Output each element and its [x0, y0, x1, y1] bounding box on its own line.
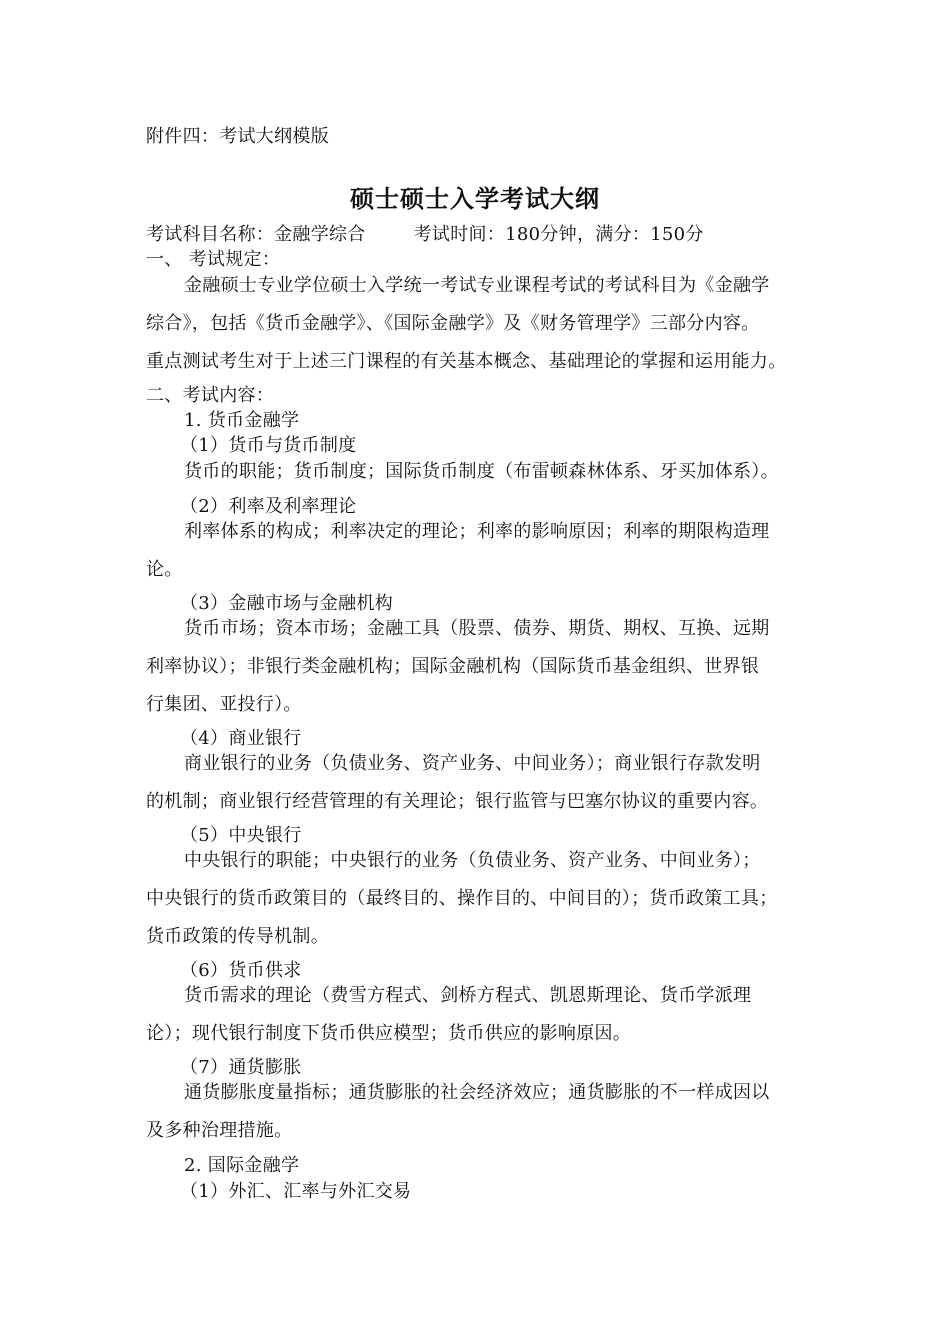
item-heading: （7）通货膨胀: [180, 1057, 302, 1078]
item-body-line: 中央银行的货币政策目的（最终目的、操作目的、中间目的）；货币政策工具；: [146, 888, 778, 909]
item-body-line: 行集团、亚投行）。: [146, 694, 302, 715]
item-body-line: 商业银行的业务（负债业务、资产业务、中间业务）；商业银行存款发明: [184, 753, 761, 774]
section-1-paragraph-line: 重点测试考生对于上述三门课程的有关基本概念、基础理论的掌握和运用能力。: [146, 351, 787, 372]
item-body-line: 中央银行的职能；中央银行的业务（负债业务、资产业务、中间业务）；: [184, 850, 761, 871]
item-heading: （4）商业银行: [180, 728, 302, 749]
item-body-line: 货币的职能；货币制度；国际货币制度（布雷顿森林体系、牙买加体系）。: [184, 461, 779, 482]
section-1-paragraph-line: 金融硕士专业学位硕士入学统一考试专业课程考试的考试科目为《金融学: [184, 275, 770, 296]
item-body-line: 货币需求的理论（费雪方程式、剑桥方程式、凯恩斯理论、货币学派理: [184, 985, 752, 1006]
item-heading: （1）外汇、汇率与外汇交易: [180, 1181, 412, 1202]
document-title: 硕士硕士入学考试大纲: [350, 185, 600, 213]
section-1-paragraph-line: 综合》，包括《货币金融学》、《国际金融学》及《财务管理学》三部分内容。: [146, 313, 760, 334]
item-heading: （3）金融市场与金融机构: [180, 593, 394, 614]
exam-subject: 考试科目名称：金融学综合: [146, 224, 366, 245]
item-heading: （6）货币供求: [180, 960, 302, 981]
part-1-heading: 1. 货币金融学: [184, 410, 300, 431]
item-heading: （1）货币与货币制度: [180, 435, 357, 456]
item-body-line: 的机制；商业银行经营管理的有关理论；银行监管与巴塞尔协议的重要内容。: [146, 791, 769, 812]
attachment-label: 附件四：考试大纲模版: [146, 126, 329, 147]
item-body-line: 及多种治理措施。: [146, 1120, 293, 1141]
item-body-line: 货币市场；资本市场；金融工具（股票、债券、期货、期权、互换、远期: [184, 618, 770, 639]
item-heading: （2）利率及利率理论: [180, 496, 357, 517]
exam-time-score: 考试时间：180分钟，满分：150分: [413, 224, 704, 245]
section-2-heading: 二、考试内容：: [146, 385, 275, 406]
item-body-line: 利率体系的构成；利率决定的理论；利率的影响原因；利率的期限构造理: [184, 521, 770, 542]
item-heading: （5）中央银行: [180, 825, 302, 846]
exam-info-line: [146, 223, 704, 247]
item-body-line: 论。: [146, 559, 183, 580]
item-body-line: 利率协议）；非银行类金融机构；国际金融机构（国际货币基金组织、世界银: [146, 656, 760, 677]
item-body-line: 货币政策的传导机制。: [146, 926, 329, 947]
part-2-heading: 2. 国际金融学: [184, 1155, 300, 1176]
item-body-line: 论）；现代银行制度下货币供应模型；货币供应的影响原因。: [146, 1023, 632, 1044]
item-body-line: 通货膨胀度量指标；通货膨胀的社会经济效应；通货膨胀的不一样成因以: [184, 1082, 770, 1103]
section-1-heading: 一、 考试规定：: [146, 249, 281, 270]
